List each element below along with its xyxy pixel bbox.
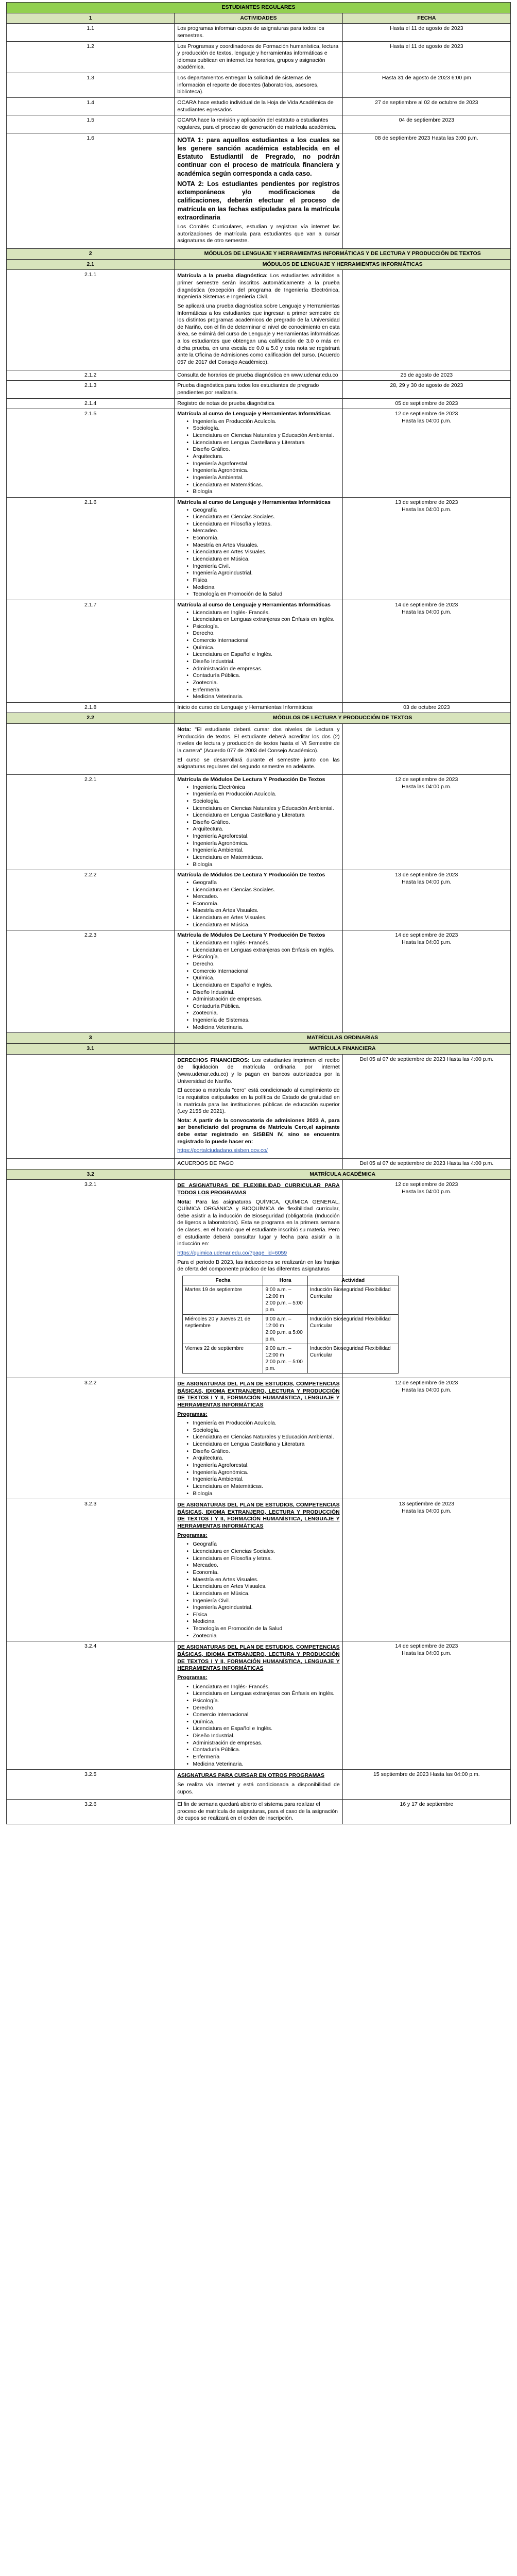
induction-header-cell: Fecha (183, 1276, 263, 1285)
table-row: 2.1.7 Matrícula al curso de Lenguaje y Herramientas Informáticas • Licenciatura en Inglés- Francés. • Licenciatura en Lenguas extranjeras con Énfasis en Inglés. • Psicología. • Derecho. • Comercio Internacional • Química. • Licenciatura en Español e Inglés. • Diseño Industrial. • Administración de empresas. • Contaduría Pública. • Zootecnia. • Enfermería • Medicina Veterinaria. 14 de septiembre de 2023 Hasta las 04:00 p.m. (7, 600, 511, 702)
induction-cell: Miércoles 20 y Jueves 21 de septiembre (183, 1314, 263, 1344)
list-item: • Psicología. (186, 623, 339, 631)
table-header: 1 ACTIVIDADES FECHA (7, 13, 511, 24)
program-list (177, 1684, 339, 1768)
list-item: • Enfermería (186, 1754, 339, 1761)
list-item: • Licenciatura en Música. (186, 922, 339, 929)
subsection-matricula-financiera: 3.1 MATRÍCULA FINANCIERA (7, 1044, 511, 1055)
table-row: 3.2.4 DE ASIGNATURAS DEL PLAN DE ESTUDIOS, COMPETENCIAS BÁSICAS, IDIOMA EXTRANJERO, LECTURA Y PRODUCCIÓN DE TEXTOS I Y II, FORMACIÓN HUMANÍSTICA, LENGUAJE Y HERRAMIENTAS INFORMÁTICAS Programas: • Licenciatura en Inglés- Francés. • Licenciatura en Lenguas extranjeras con Énfasis en Inglés. • Psicología. • Derecho. • Comercio Internacional • Química. • Licenciatura en Español e Inglés. • Diseño Industrial. • Administración de empresas. • Contaduría Pública. • Enfermería • Medicina Veterinaria. 14 de septiembre de 2023 Hasta las 04:00 p.m. (7, 1641, 511, 1770)
list-item: • Mercadeo. (186, 893, 339, 901)
list-item: • Ingeniería Electrónica (186, 784, 339, 791)
induction-cell: 9:00 a.m. – 12:00 m 2:00 p.m. – 5:00 p.m. (263, 1344, 307, 1373)
list-item: • Tecnología en Promoción de la Salud (186, 591, 339, 598)
list-item: • Ingeniería Agronómica. (186, 840, 339, 848)
list-item: • Licenciatura en Lenguas extranjeras con Énfasis en Inglés. (186, 616, 339, 623)
list-item: • Ingeniería Agroforestal. (186, 833, 339, 840)
table-row: 3.2.1 DE ASIGNATURAS DE FLEXIBILIDAD CURRICULAR PARA TODOS LOS PROGRAMAS Nota: Para las asignaturas QUÍMICA, QUÍMICA GENERAL, QUÍMICA ORGÁNICA y BIOQUÍMICA de flexibilidad curricular, debe asistir a la inducción de Bioseguridad (obligatoria (Inducción de ligeros a laboratorios). Esta se programa en la primera semana de clases, en el horario que el estudiante inscribió su materia. Pero el estudiante deberá consultar lugar y fecha para asistir a la inducción en: https://quimica.udenar.edu.co/?page_id=6059 Para el periodo B 2023, las inducciones se realizarán en las franjas de oferta del componente práctico de las diferentes asignaturas Fecha Hora Actividad Martes 19 de septiembre 9:00 a.m. – 12:00 m 2:00 p.m. – 5:00 p.m. Inducción Bioseguridad Flexibilidad Curricular Miércoles 20 y Jueves 21 de septiembre 9:00 a.m. – 12:00 m 2:00 p.m. a 5:00 p.m. Inducción Bioseguridad Flexibilidad Curricular Viernes 22 de septiembre 9:00 a.m. – 12:00 m 2:00 p.m. – 5:00 p.m. Inducción Bioseguridad Flexibilidad Curricular 12 de septiembre de 2023 Hasta las 04:00 p.m. (7, 1180, 511, 1378)
list-item: • Comercio Internacional (186, 637, 339, 645)
table-row: 3.2.2 DE ASIGNATURAS DEL PLAN DE ESTUDIOS, COMPETENCIAS BÁSICAS, IDIOMA EXTRANJERO, LECTURA Y PRODUCCIÓN DE TEXTOS I Y II, FORMACIÓN HUMANÍSTICA, LENGUAJE Y HERRAMIENTAS INFORMÁTICAS Programas: • Ingeniería en Producción Acuícola. • Sociología. • Licenciatura en Ciencias Naturales y Educación Ambiental. • Licenciatura en Lengua Castellana y Literatura • Diseño Gráfico. • Arquitectura. • Ingeniería Agroforestal. • Ingeniería Agronómica. • Ingeniería Ambiental. • Licenciatura en Matemáticas. • Biología 12 de septiembre de 2023 Hasta las 04:00 p.m. (7, 1378, 511, 1499)
subsection-lenguaje: 2.1 MÓDULOS DE LENGUAJE Y HERRAMIENTAS INFORMÁTICAS (7, 259, 511, 270)
academic-calendar-table (6, 2, 511, 1824)
list-item: • Psicología. (186, 1698, 339, 1705)
list-item: • Química. (186, 975, 339, 982)
table-row: 1.2 Los Programas y coordinadores de Formación humanística, lectura y producción de textos, lenguaje y herramientas informáticas e idiomas publican en internet los horarios, grupos y asignación académica. Hasta el 11 de agosto de 2023 (7, 41, 511, 73)
table-row: 2.2.2 Matrícula de Módulos De Lectura Y Producción De Textos • Geografía • Licenciatura en Ciencias Sociales. • Mercadeo. • Economía. • Maestría en Artes Visuales. • Licenciatura en Artes Visuales. • Licenciatura en Música. 13 de septiembre de 2023 Hasta las 04:00 p.m. (7, 870, 511, 930)
table-row: 1.5 OCARA hace la revisión y aplicación del estatuto a estudiantes regulares, para el proceso de generación de matrícula académica. 04 de septiembre 2023 (7, 115, 511, 133)
list-item: • Geografía (186, 507, 339, 514)
list-item: • Medicina (186, 584, 339, 591)
list-item: • Licenciatura en Lenguas extranjeras con Énfasis en Inglés. (186, 1690, 339, 1698)
list-item: • Medicina Veterinaria. (186, 1024, 339, 1031)
table-row: 2.1.1 Matrícula a la prueba diagnóstica: Los estudiantes admitidos a primer semestre serán inscritos automáticamente a la prueba diagnóstica (excepción del programa de Ingeniería Electrónica, Ingeniería Sistemas e Ingeniería Civil. Se aplicará una prueba diagnóstica sobre Lenguaje y Herramientas Informáticas a los estudiantes que ingresan a primer semestre de los distintos programas académicos de pregrado de la Universidad de Nariño, con el fin de determinar el nivel de conocimiento en esta área, se eximirá del curso de Lenguaje y Herramientas informáticas a los estudiantes que obtengan una calificación de 3.0 o más en dicha prueba, en una escala de 0.0 a 5.0 y esta nota se registrará ante la Oficina de Admisiones como calificación del curso. (Acuerdo 057 de 2017 del Consejo Académico). (7, 270, 511, 370)
list-item: • Geografía (186, 879, 339, 887)
list-item: • Biología (186, 1490, 339, 1498)
list-item: • Ingeniería Civil. (186, 563, 339, 570)
list-item: • Derecho. (186, 1705, 339, 1712)
list-item: • Diseño Gráfico. (186, 1448, 339, 1455)
list-item: • Arquitectura. (186, 1455, 339, 1462)
list-item: • Diseño Industrial. (186, 1733, 339, 1740)
list-item: • Licenciatura en Ciencias Sociales. (186, 887, 339, 894)
list-item: • Sociología. (186, 1427, 339, 1434)
list-item: • Licenciatura en Artes Visuales. (186, 1583, 339, 1590)
subsection-lectura: 2.2 MÓDULOS DE LECTURA Y PRODUCCIÓN DE TEXTOS (7, 713, 511, 724)
list-item: • Licenciatura en Lengua Castellana y Literatura (186, 439, 339, 447)
list-item: • Contaduría Pública. (186, 1747, 339, 1754)
list-item: • Sociología. (186, 425, 339, 432)
program-list (177, 784, 339, 869)
list-item: • Medicina (186, 1618, 339, 1625)
table-row: 3.2.6 El fin de semana quedará abierto el sistema para realizar el proceso de matrícula de asignaturas, para el caso de la asignación de cupos se realizará en el orden de inscripción. 16 y 17 de septiembre (7, 1800, 511, 1824)
list-item: • Licenciatura en Ciencias Naturales y Educación Ambiental. (186, 1434, 339, 1441)
list-item: • Licenciatura en Ciencias Sociales. (186, 1548, 339, 1555)
table-row: 1.6 NOTA 1: para aquellos estudiantes a los cuales se les genere sanción académica establecida en el Estatuto Estudiantil de Pregrado, no podrán continuar con el proceso de matrícula financiera y académica según corresponda a cada caso. NOTA 2: Los estudiantes pendientes por registros extemporáneos y/o modificaciones de calificaciones, deberán efectuar el proceso de matrícula en las fechas estipuladas para la matrícula extraordinaria Los Comités Curriculares, estudian y registran vía internet las autorizaciones de matrícula para estudiantes que van a cursar asignaturas de otro semestre. 08 de septiembre 2023 Hasta las 3:00 p.m. (7, 133, 511, 248)
list-item: • Comercio Internacional (186, 1711, 339, 1719)
induction-cell: Martes 19 de septiembre (183, 1285, 263, 1314)
list-item: • Física (186, 577, 339, 584)
list-item: • Ingeniería de Sistemas. (186, 1017, 339, 1024)
list-item: • Licenciatura en Artes Visuales. (186, 549, 339, 556)
list-item: • Ingeniería Agroindustrial. (186, 1604, 339, 1612)
list-item: • Contaduría Pública. (186, 1003, 339, 1010)
list-item: • Medicina Veterinaria. (186, 693, 339, 701)
induction-header-cell: Actividad (307, 1276, 398, 1285)
list-item: • Administración de empresas. (186, 666, 339, 673)
program-list (177, 1420, 339, 1497)
list-item: • Licenciatura en Español e Inglés. (186, 651, 339, 658)
induction-cell: Inducción Bioseguridad Flexibilidad Curricular (307, 1285, 398, 1314)
program-list (177, 609, 339, 701)
list-item: • Economía. (186, 901, 339, 908)
list-item: • Licenciatura en Ciencias Sociales. (186, 514, 339, 521)
table-row: 2.1.8 Inicio de curso de Lenguaje y Herramientas Informáticas 03 de octubre 2023 (7, 702, 511, 713)
nota-1: NOTA 1: para aquellos estudiantes a los cuales se les genere sanción académica establecida en el Estatuto Estudiantil de Pregrado, no podrán continuar con el proceso de matrícula financiera y académica según corresponda a cada caso. (177, 136, 340, 177)
list-item: • Química. (186, 645, 339, 652)
list-item: • Licenciatura en Lenguas extranjeras con Énfasis en Inglés. (186, 947, 339, 954)
list-item: • Física (186, 1612, 339, 1619)
list-item: • Licenciatura en Inglés- Francés. (186, 609, 339, 617)
table-row: 2.1.4 Registro de notas de prueba diagnóstica 05 de septiembre de 2023 (7, 398, 511, 409)
list-item: • Ingeniería Agronómica. (186, 1469, 339, 1477)
table-row: 2.1.3 Prueba diagnóstica para todos los estudiantes de pregrado pendientes por realizarla. 28, 29 y 30 de agosto de 2023 (7, 381, 511, 398)
table-row: 2.2.3 Matrícula de Módulos De Lectura Y Producción De Textos • Licenciatura en Inglés- Francés. • Licenciatura en Lenguas extranjeras con Énfasis en Inglés. • Psicología. • Derecho. • Comercio Internacional • Química. • Licenciatura en Español e Inglés. • Diseño Industrial. • Administración de empresas. • Contaduría Pública. • Zootecnia. • Ingeniería de Sistemas. • Medicina Veterinaria. 14 de septiembre de 2023 Hasta las 04:00 p.m. (7, 930, 511, 1033)
list-item: • Sociología. (186, 798, 339, 805)
list-item: • Diseño Gráfico. (186, 819, 339, 826)
induction-cell: 9:00 a.m. – 12:00 m 2:00 p.m. – 5:00 p.m. (263, 1285, 307, 1314)
table-row: 1.4 OCARA hace estudio individual de la Hoja de Vida Académica de estudiantes egresados 27 de septiembre al 02 de octubre de 2023 (7, 98, 511, 115)
program-list (177, 940, 339, 1031)
list-item: • Licenciatura en Música. (186, 556, 339, 563)
table-row: Nota: "El estudiante deberá cursar dos niveles de Lectura y Producción de textos. El estudiante deberá acreditar los dos (2) niveles de lectura y producción de textos hasta el VI Semestre de la carrera" (Acuerdo 077 de 2003 del Consejo Académico). El curso se desarrollará durante el semestre junto con las asignaturas regulares del segundo semestre en adelante. (7, 724, 511, 775)
list-item: • Zootecnia. (186, 680, 339, 687)
list-item: • Zootecnia. (186, 1010, 339, 1017)
list-item: • Biología (186, 861, 339, 869)
list-item: • Licenciatura en Música. (186, 1590, 339, 1598)
list-item: • Arquitectura. (186, 826, 339, 833)
list-item: • Licenciatura en Artes Visuales. (186, 914, 339, 922)
list-item: • Ingeniería en Producción Acuícola. (186, 418, 339, 426)
list-item: • Maestría en Artes Visuales. (186, 1577, 339, 1584)
list-item: • Zootecnia (186, 1633, 339, 1640)
table-row: 1.1 Los programas informan cupos de asignaturas para todos los semestres. Hasta el 11 de agosto de 2023 (7, 24, 511, 41)
list-item: • Licenciatura en Filosofía y letras. (186, 1555, 339, 1563)
list-item: • Ingeniería Ambiental. (186, 1476, 339, 1483)
comites-text: Los Comités Curriculares, estudian y registran vía internet las autorizaciones de matrícula para estudiantes que van a cursar asignaturas de otro semestre. (177, 224, 340, 244)
list-item: • Licenciatura en Lengua Castellana y Literatura (186, 1441, 339, 1448)
list-item: • Geografía (186, 1541, 339, 1548)
list-item: • Psicología. (186, 954, 339, 961)
table-row: 2.1.2 Consulta de horarios de prueba diagnóstica en www.udenar.edu.co 25 de agosto de 2023 (7, 370, 511, 381)
list-item: • Licenciatura en Matemáticas. (186, 854, 339, 861)
program-list (177, 507, 339, 598)
list-item: • Tecnología en Promoción de la Salud (186, 1625, 339, 1633)
list-item: • Administración de empresas. (186, 1740, 339, 1747)
list-item: • Ingeniería Agroforestal. (186, 461, 339, 468)
induction-cell: 9:00 a.m. – 12:00 m 2:00 p.m. a 5:00 p.m. (263, 1314, 307, 1344)
list-item: • Mercadeo. (186, 1562, 339, 1569)
list-item: • Economía. (186, 1569, 339, 1577)
list-item: • Diseño Gráfico. (186, 446, 339, 453)
induction-cell: Inducción Bioseguridad Flexibilidad Curricular (307, 1344, 398, 1373)
induction-cell: Inducción Bioseguridad Flexibilidad Curricular (307, 1314, 398, 1344)
list-item: • Licenciatura en Español e Inglés. (186, 982, 339, 989)
list-item: • Economía. (186, 535, 339, 542)
table-row: 1.3 Los departamentos entregan la solicitud de sistemas de información el reporte de docentes (laboratorios, asesores, biblioteca). Hasta 31 de agosto de 2023 6:00 pm (7, 73, 511, 98)
list-item: • Contaduría Pública. (186, 672, 339, 680)
sisben-link[interactable]: https://portalciudadano.sisben.gov.co/ (177, 1147, 268, 1154)
list-item: • Licenciatura en Lengua Castellana y Literatura (186, 812, 339, 819)
induction-cell: Viernes 22 de septiembre (183, 1344, 263, 1373)
list-item: • Enfermería (186, 687, 339, 694)
list-item: • Química. (186, 1719, 339, 1726)
list-item: • Licenciatura en Inglés- Francés. (186, 940, 339, 947)
list-item: • Maestría en Artes Visuales. (186, 542, 339, 549)
list-item: • Derecho. (186, 630, 339, 637)
list-item: • Licenciatura en Matemáticas. (186, 482, 339, 489)
list-item: • Licenciatura en Ciencias Naturales y Educación Ambiental. (186, 432, 339, 439)
list-item: • Licenciatura en Inglés- Francés. (186, 1684, 339, 1691)
table-row: DERECHOS FINANCIEROS: Los estudiantes imprimen el recibo de liquidación de matrícula ordinaria por internet (www.udenar.edu.co) y lo pagan en bancos autorizados por la Universidad de Nariño. El acceso a matrícula "cero" está condicionado al cumplimiento de los requisitos estipulados en la política de Estado de gratuidad en la matrícula para las instituciones públicas de educación superior (Ley 2155 de 2021). Nota: A partir de la convocatoria de admisiones 2023 A, para ser beneficiario del programa de Matrícula Cero,el aspirante debe estar registrado en SISBEN IV, sino se encuentra registrado lo puede hacer en: https://portalciudadano.sisben.gov.co/ Del 05 al 07 de septiembre de 2023 Hasta las 4:00 p.m. (7, 1054, 511, 1158)
list-item: • Diseño Industrial. (186, 989, 339, 996)
nota-2: NOTA 2: Los estudiantes pendientes por registros extemporáneos y/o modificaciones de calificaciones, deberán efectuar el proceso de matrícula en las fechas estipuladas para la matrícula extraordinaria (177, 180, 340, 221)
induction-header-cell: Hora (263, 1276, 307, 1285)
list-item: • Licenciatura en Filosofía y letras. (186, 521, 339, 528)
list-item: • Derecho. (186, 961, 339, 968)
list-item: • Licenciatura en Ciencias Naturales y Educación Ambiental. (186, 805, 339, 812)
list-item: • Ingeniería Agroforestal. (186, 1462, 339, 1469)
section-estudiantes-regulares: ESTUDIANTES REGULARES (7, 3, 511, 13)
list-item: • Arquitectura. (186, 453, 339, 461)
list-item: • Ingeniería en Producción Acuícola. (186, 791, 339, 798)
list-item: • Licenciatura en Español e Inglés. (186, 1725, 339, 1733)
quimica-link[interactable]: https://quimica.udenar.edu.co/?page_id=6059 (177, 1250, 287, 1257)
program-list (177, 418, 339, 496)
table-row: 2.1.6 Matrícula al curso de Lenguaje y Herramientas Informáticas • Geografía • Licenciatura en Ciencias Sociales. • Licenciatura en Filosofía y letras. • Mercadeo. • Economía. • Maestría en Artes Visuales. • Licenciatura en Artes Visuales. • Licenciatura en Música. • Ingeniería Civil. • Ingeniería Agroindustrial. • Física • Medicina • Tecnología en Promoción de la Salud 13 de septiembre de 2023 Hasta las 04:00 p.m. (7, 497, 511, 600)
table-row: 2.1.5 Matrícula al curso de Lenguaje y Herramientas Informáticas • Ingeniería en Producción Acuícola. • Sociología. • Licenciatura en Ciencias Naturales y Educación Ambiental. • Licenciatura en Lengua Castellana y Literatura • Diseño Gráfico. • Arquitectura. • Ingeniería Agroforestal. • Ingeniería Agronómica. • Ingeniería Ambiental. • Licenciatura en Matemáticas. • Biología 12 de septiembre de 2023 Hasta las 04:00 p.m. (7, 409, 511, 498)
section-matriculas-ordinarias: 3 MATRÍCULAS ORDINARIAS (7, 1033, 511, 1044)
list-item: • Ingeniería Agroindustrial. (186, 570, 339, 577)
list-item: • Licenciatura en Matemáticas. (186, 1483, 339, 1490)
list-item: • Ingeniería Ambiental. (186, 847, 339, 854)
table-row: ACUERDOS DE PAGO Del 05 al 07 de septiembre de 2023 Hasta las 4:00 p.m. (7, 1158, 511, 1169)
list-item: • Ingeniería Civil. (186, 1598, 339, 1605)
list-item: • Comercio Internacional (186, 968, 339, 975)
table-row: 3.2.3 DE ASIGNATURAS DEL PLAN DE ESTUDIOS, COMPETENCIAS BÁSICAS, IDIOMA EXTRANJERO, LECTURA Y PRODUCCIÓN DE TEXTOS I Y II, FORMACIÓN HUMANÍSTICA, LENGUAJE Y HERRAMIENTAS INFORMÁTICAS Programas: • Geografía • Licenciatura en Ciencias Sociales. • Licenciatura en Filosofía y letras. • Mercadeo. • Economía. • Maestría en Artes Visuales. • Licenciatura en Artes Visuales. • Licenciatura en Música. • Ingeniería Civil. • Ingeniería Agroindustrial. • Física • Medicina • Tecnología en Promoción de la Salud • Zootecnia 13 septiembre de 2023 Hasta las 04:00 p.m. (7, 1499, 511, 1641)
program-list (177, 879, 339, 928)
list-item: • Ingeniería Agronómica. (186, 467, 339, 474)
list-item: • Biología (186, 488, 339, 496)
list-item: • Mercadeo. (186, 528, 339, 535)
section-modulos: 2 MÓDULOS DE LENGUAJE Y HERRAMIENTAS INFORMÁTICAS Y DE LECTURA Y PRODUCCIÓN DE TEXTOS (7, 249, 511, 260)
subsection-matricula-academica: 3.2 MATRÍCULA ACADÉMICA (7, 1169, 511, 1180)
table-row: 2.2.1 Matrícula de Módulos De Lectura Y Producción De Textos • Ingeniería Electrónica • Ingeniería en Producción Acuícola. • Sociología. • Licenciatura en Ciencias Naturales y Educación Ambiental. • Licenciatura en Lengua Castellana y Literatura • Diseño Gráfico. • Arquitectura. • Ingeniería Agroforestal. • Ingeniería Agronómica. • Ingeniería Ambiental. • Licenciatura en Matemáticas. • Biología 12 de septiembre de 2023 Hasta las 04:00 p.m. (7, 774, 511, 870)
list-item: • Ingeniería en Producción Acuícola. (186, 1420, 339, 1427)
table-row: 3.2.5 ASIGNATURAS PARA CURSAR EN OTROS PROGRAMAS Se realiza vía internet y está condicionada a disponibilidad de cupos. 15 septiembre de 2023 Hasta las 04:00 p.m. (7, 1770, 511, 1800)
list-item: • Ingeniería Ambiental. (186, 474, 339, 482)
list-item: • Medicina Veterinaria. (186, 1761, 339, 1768)
list-item: • Administración de empresas. (186, 996, 339, 1003)
list-item: • Diseño Industrial. (186, 658, 339, 666)
list-item: • Maestría en Artes Visuales. (186, 907, 339, 914)
program-list (177, 1541, 339, 1639)
